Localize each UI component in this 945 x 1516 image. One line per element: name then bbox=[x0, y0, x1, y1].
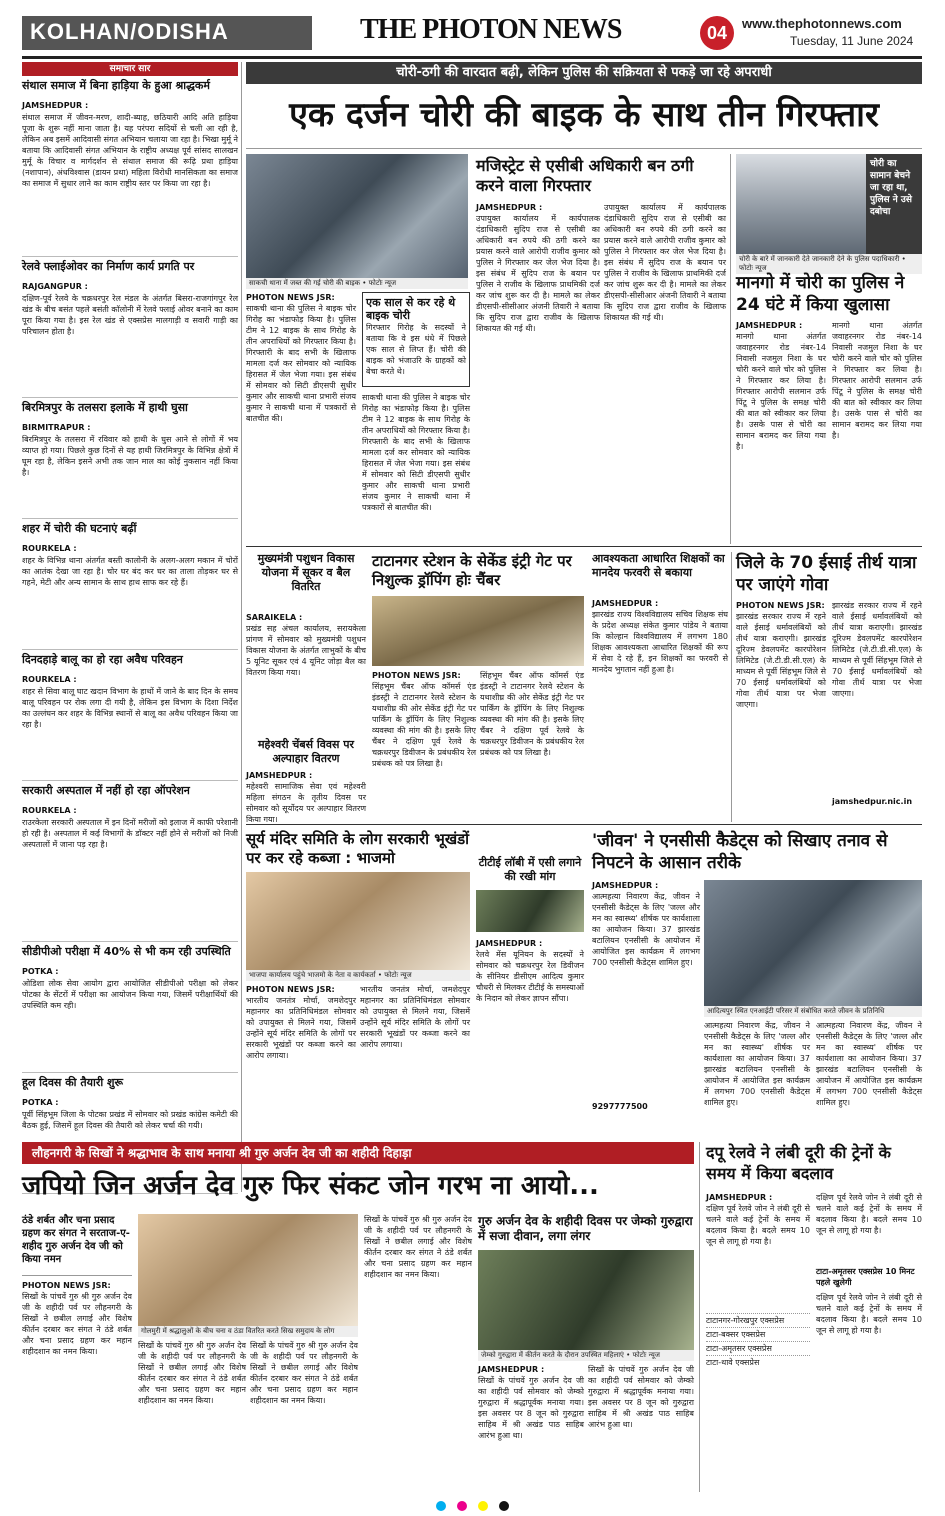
lead-kicker: चोरी-ठगी की वारदात बढ़ी, लेकिन पुलिस की सक्रियता से पकड़े जा रहे अपराधी bbox=[246, 62, 922, 84]
mango-dateline: JAMSHEDPUR : bbox=[736, 321, 803, 330]
tatanagar-col-2: सिंहभूम चैंबर ऑफ कॉमर्स एंड इंडस्ट्री ने टाटानगर रेलवे स्टेशन के यथाशीघ्र की ओर सेकेंड इंट्री गेट पर पार्किंग के ड्रॉपिंग के लिए निशुल्क व्यवस्था की मांग की है। इसके लिए चैंबर ने दक्षिण पूर्व रेलवे के चक्रधरपुर डिवीजन के प्रबंधकीय रेल प्रबंधक को पत्र लिखा है। bbox=[480, 671, 584, 757]
tatanagar-headline: टाटानगर स्टेशन के सेकेंड इंट्री गेट पर निशुल्क ड्रॉपिंग होः चैंबर bbox=[372, 552, 572, 589]
page-number: 04 bbox=[700, 16, 734, 50]
brief-item bbox=[22, 653, 238, 781]
brief-body: ओडिशा लोक सेवा आयोग द्वारा आयोजित सीडीपीओ परीक्षा को लेकर पोटका के सेंटरों में परीक्षा का आयोजन किया गया, जिसमें परीक्षार्थियों की उपस्थिति कम रही। bbox=[22, 979, 238, 1010]
brief-item bbox=[22, 522, 238, 650]
trains-body-continued: दक्षिण पूर्व रेलवे जोन ने लंबी दूरी से चलने वाले कई ट्रेनों के समय में बदलाव किया है। बदले समय 10 जून से लागू हो गया है। bbox=[816, 1193, 922, 1235]
teachers-body: झारखंड राज्य विश्वविद्यालय सचिव शिक्षक संघ के प्रदेश अध्यक्ष संकेत कुमार पांडेय ने बताया कि कोल्हान विश्वविद्यालय में लगभग 180 शिक्षक आवश्यकता आधारित शिक्षकों की रूप में सेवा दे रहे हैं, इन शिक्षकों का फरवरी से मानदेय भुगतान नहीं हुआ है। bbox=[592, 610, 728, 674]
brief-title: दिनदहाड़े बालू का हो रहा अवैध परिवहन bbox=[22, 653, 183, 666]
yellow-mark bbox=[478, 1501, 488, 1511]
trains-body-tail: दक्षिण पूर्व रेलवे जोन ने लंबी दूरी से चलने वाले कई ट्रेनों के समय में बदलाव किया है। बदले समय 10 जून से लागू हो गया है। bbox=[816, 1293, 922, 1335]
tatanagar-col-1 bbox=[372, 670, 476, 820]
magistrate-col-2: उपायुक्त कार्यालय में कार्यपालक दंडाधिकारी सुदिप राज से एसीबी का अधिकारी बन रुपये की ठगी करने का प्रयास करने वाले आरोपी राजीव कुमार को पुलिस ने गिरफ्तार कर जेल भेज दिया है। इस संबंध में सुदिप राज के बयान पर पुलिस ने राजीव के खिलाफ प्राथमिकी दर्ज कर जांच शुरू कर दी है। मामले का लेकर डीएसपी-सीसीआर अंजनी तिवारी ने बताया कि सुदिप राज द्वारा राजीव के खिलाफ शिकायत की गई थी। bbox=[604, 203, 726, 322]
trains-col-1 bbox=[706, 1192, 810, 1492]
brief-item bbox=[22, 79, 238, 257]
brief-body: संथाल समाज में जीवन-मरण, शादी-ब्याह, छठियारी आदि अति हाड़िया पूजा के शुरू नहीं माना जाता है। यह परंपरा सदियों से चली आ रही है, लेकिन अब इसमें आदिवासी संगत अभियान चलाया जा रहा है। भिखा मुर्मू ने बताया कि आदिवासी संगत अभियान के राष्ट्रीय अध्यक्ष पूर्व सांसद सालखन मुर्मू के विचार व मार्गदर्शन से संथाल समाज की रूढ़ि प्रथा हाड़िया (नशापान), अंधविश्वास (डायन प्रथा) महिला विरोधी मानसिकता का समाज का समाज में सुधार लाने का काम राष्ट्रीय स्तर पर किया जा रहा है। bbox=[22, 113, 238, 188]
brief-title: शहर में चोरी की घटनाएं बढ़ीं bbox=[22, 522, 137, 535]
mango-headline: मानगो में चोरी का पुलिस ने 24 घंटे में किया खुलासा bbox=[736, 273, 905, 315]
surya-col-1 bbox=[246, 984, 356, 1114]
guru-body: सिखों के पांचवें गुरु श्री गुरु अर्जन देव जी के शहीदी पर्व पर लौहनगरी के सिखों ने छबील लगाई और विशेष कीर्तन दरबार कर संगत ने ठंडे शर्बत और चना प्रसाद ग्रहण कर महान शहीदशान का नमन किया। bbox=[22, 1292, 132, 1356]
brief-item bbox=[22, 945, 238, 1073]
police-photo-caption: चोरी के बारे में जानकारी देते जानकारी देने के पुलिस पदाधिकारी • फोटोः न्यूज bbox=[736, 254, 922, 274]
brief-dateline: ROURKELA : bbox=[22, 806, 77, 815]
mango-caption-box: चोरी का सामान बेचने जा रहा था, पुलिस ने उसे दबोचा bbox=[866, 154, 922, 254]
police-photo bbox=[736, 154, 866, 254]
surya-body: भारतीय जनतंत्र मोर्चा, जमशेदपुर महानगर का प्रतिनिधिमंडल सोमवार को उपायुक्त से मिलने गया, जिसमें उन्होंने सूर्य मंदिर समिति के लोगों पर सरकारी भूखंडों पर कब्जा करने का आरोप लगाया। bbox=[246, 996, 356, 1060]
teachers-body-wrap bbox=[592, 598, 728, 820]
brief-item bbox=[22, 784, 238, 942]
brief-list bbox=[22, 79, 238, 1194]
cm-body: प्रखंड सह अंचल कार्यालय, सरायकेला प्रांगण में सोमवार को मुख्यमंत्री पशुधन विकास योजना के अंतर्गत लाभुकों के बीच 5 यूनिट सूकर एवं 4 यूनिट जोड़ा बैल का वितरण किया गया। bbox=[246, 624, 366, 677]
ncc-col-2: आत्महत्या निवारण केंद्र, जीवन ने एनसीसी कैडेट्स के लिए 'जल्ल और मन का स्वास्थ्य' शीर्षक पर कार्यशाला का आयोजन किया। 37 झारखंड बटालियन एनसीसी के आयोजन में आयोजित इस कार्यक्रम में लगभग 700 एनसीसी कैडेट्स शामिल हुए। bbox=[704, 1021, 810, 1107]
brief-body: पूर्वी सिंहभूम जिला के पोटका प्रखंड में सोमवार को प्रखंड कांग्रेस कमेटी की बैठक हुई, जिसमें हूल दिवस की तैयारी को लेकर चर्चा की गयी। bbox=[22, 1110, 238, 1130]
bhajmo-photo bbox=[246, 872, 470, 970]
surya-headline: सूर्य मंदिर समिति के लोग सरकारी भूखंडों पर कर रहे कब्जा : भाजमो bbox=[246, 830, 470, 867]
site-url[interactable]: www.thephotonnews.com bbox=[742, 16, 902, 31]
brief-body: बिरमित्रपुर के तलसरा में रविवार को हाथी के घुस आने से लोगों में भय व्याप्त हो गया। पिछले कुछ दिनों से यह हाथी जिरमित्रपुर के विभिन्न क्षेत्रों में घूम रहा है, लेकिन इसने अभी तक जान माल का कोई नुकसान नहीं किया है। bbox=[22, 435, 238, 477]
magistrate-col-1 bbox=[476, 202, 600, 542]
station-photo bbox=[372, 596, 584, 666]
train-list bbox=[706, 1313, 810, 1369]
brief-dateline: ROURKELA : bbox=[22, 544, 77, 553]
train-item: टाटा-अमृतसर एक्सप्रेस bbox=[706, 1341, 810, 1355]
magistrate-headline: मजिस्ट्रेट से एसीबी अधिकारी बन ठगी करने वाला गिरफ्तार bbox=[476, 156, 694, 195]
gemco-photo-caption: जेम्को गुरुद्वारा में कीर्तन करते के दौरान उपस्थित महिलाएं • फोटोः न्यूज bbox=[478, 1350, 694, 1361]
magistrate-body: उपायुक्त कार्यालय में कार्यपालक दंडाधिकारी सुदिप राज से एसीबी का अधिकारी बन रुपये की ठगी करने का प्रयास करने वाले आरोपी राजीव कुमार को पुलिस ने गिरफ्तार कर जेल भेज दिया है। इस संबंध में सुदिप राज के बयान पर पुलिस ने राजीव के खिलाफ प्राथमिकी दर्ज कर जांच शुरू कर दी है। मामले का लेकर डीएसपी-सीसीआर अंजनी तिवारी ने बताया कि सुदिप राज द्वारा राजीव के खिलाफ शिकायत की गई थी। bbox=[476, 214, 600, 333]
bike-photo bbox=[246, 154, 468, 278]
ncc-phone: 9297777500 bbox=[592, 1102, 648, 1111]
lead-headline: एक दर्जन चोरी की बाइक के साथ तीन गिरफ्तार bbox=[289, 95, 879, 135]
guru-col-2: सिखों के पांचवें गुरु श्री गुरु अर्जन देव जी के शहीदी पर्व पर लौहनगरी के सिखों ने छबील लगाई और विशेष कीर्तन दरबार कर संगत ने ठंडे शर्बत और चना प्रसाद ग्रहण कर महान शहीदशान का नमन किया। bbox=[138, 1341, 246, 1405]
tt-body-wrap bbox=[476, 938, 584, 1114]
black-mark bbox=[499, 1501, 509, 1511]
bhajmo-photo-caption: भाजपा कार्यालय पहुंचे भाजमो के नेता व कार्यकर्ता • फोटोः न्यूज bbox=[246, 970, 470, 981]
lead-body: साकची थाना की पुलिस ने बाइक चोर गिरोह का भंडाफोड़ किया है। पुलिस टीम ने 12 बाइक के साथ गिरोह के तीन अपराधियों को गिरफ्तार किया है। गिरफ्तारी के बाद सभी के खिलाफ मामला दर्ज कर सोमवार को न्यायिक हिरासत में जेल भेजा गया। इस संबंध में सोमवार को सिटी डीएसपी सुधीर कुमार और साकची थाना प्रभारी संजय कुमार ने साकची थाना में पत्रकारों से बातचीत की। bbox=[246, 304, 356, 423]
brief-dateline: POTKA : bbox=[22, 1098, 59, 1107]
guru-col-1 bbox=[22, 1280, 132, 1492]
side-box-title: एक साल से कर रहे थे बाइक चोरी bbox=[366, 296, 456, 322]
tt-photo bbox=[476, 890, 584, 932]
goa-body-continued: झारखंड सरकार राज्य में रहने वाले ईसाई धर्मावलंबियों को तीर्थ यात्रा कराएगी। झारखंड दूरिज्म डेवलपमेंट कारपोरेशन लिमिटेड (जे.टी.डी.सी.एल) के माध्यम से पूर्वी सिंहभूम जिले से 70 ईसाई धर्मावलंबियों को गोवा तीर्थ यात्रा पर भेजा जाएगा। bbox=[832, 601, 922, 698]
mango-col-1 bbox=[736, 320, 826, 542]
train-item: टाटा-बक्सर एक्सप्रेस bbox=[706, 1327, 810, 1341]
trains-headline: दपू रेलवे ने लंबी दूरी की ट्रेनों के समय में किया बदलाव bbox=[706, 1143, 891, 1183]
ncc-dateline: JAMSHEDPUR : bbox=[592, 881, 659, 890]
edition-label: KOLHAN/ODISHA bbox=[22, 16, 312, 50]
maheshwari-headline: महेश्वरी चेंबर्स विवस पर अल्पाहार वितरण bbox=[257, 738, 354, 765]
maheshwari-body: महेश्वरी सामाजिक सेवा एवं महेश्वरी महिला संगठन के तृतीय दिवस पर सोमवार को सूर्योदय पर अल्पाहार वितरण किया गया। bbox=[246, 782, 366, 824]
ncc-body: आत्महत्या निवारण केंद्र, जीवन ने एनसीसी कैडेट्स के लिए 'जल्ल और मन का स्वास्थ्य' शीर्षक पर कार्यशाला का आयोजन किया। 37 झारखंड बटालियन एनसीसी के आयोजन में आयोजित इस कार्यक्रम में लगभग 700 एनसीसी कैडेट्स शामिल हुए। bbox=[592, 892, 700, 967]
trains-subheading: टाटा-अमृतसर एक्सप्रेस 10 मिनट पहले खुलेगी bbox=[816, 1267, 915, 1287]
news-brief-column bbox=[22, 62, 238, 1192]
column-divider bbox=[730, 154, 731, 544]
gemco-dateline: JAMSHEDPUR : bbox=[478, 1365, 545, 1374]
lead-dateline: PHOTON NEWS JSR: bbox=[246, 293, 335, 302]
brief-dateline: JAMSHEDPUR : bbox=[22, 101, 89, 110]
cm-dateline: SARAIKELA : bbox=[246, 613, 303, 622]
side-box bbox=[362, 292, 470, 387]
magistrate-dateline: JAMSHEDPUR : bbox=[476, 203, 543, 212]
magenta-mark bbox=[457, 1501, 467, 1511]
column-divider bbox=[699, 1142, 700, 1492]
sikh-photo bbox=[138, 1214, 358, 1326]
gemco-headline: गुरु अर्जन देव के शहीदी दिवस पर जेम्को गुरुद्वारा में सजा दीवान, लगा लंगर bbox=[478, 1214, 693, 1243]
brief-title: संथाल समाज में बिना हाड़िया के हुआ श्राद्धकर्म bbox=[22, 79, 210, 92]
mango-body: मानगो थाना अंतर्गत जवाहरनगर रोड नंबर-14 निवासी नजमुल निशा के घर चोरी करने वाले चोर को पुलिस ने गिरफ्तार कर लिया है। गिरफ्तार आरोपी सलमान उर्फ पिंटू ने पुलिस के समक्ष चोरी की बात को स्वीकार कर लिया है। उसके पास से चोरी का सामान बरामद कर लिया गया है। bbox=[736, 332, 826, 451]
guru-quote-box bbox=[22, 1214, 132, 1276]
brief-item bbox=[22, 401, 238, 519]
tatanagar-body: सिंहभूम चैंबर ऑफ कॉमर्स एंड इंडस्ट्री ने टाटानगर रेलवे स्टेशन के यथाशीघ्र की ओर सेकेंड इंट्री गेट पर पार्किंग के ड्रॉपिंग के लिए निशुल्क व्यवस्था की मांग की है। इसके लिए चैंबर ने दक्षिण पूर्व रेलवे के चक्रधरपुर डिवीजन के प्रबंधकीय रेल प्रबंधक को पत्र लिखा है। bbox=[372, 682, 476, 768]
guru-quote: ठंडे शर्बत और चना प्रसाद ग्रहण कर संगत ने सरताज-ए-शहीद गुरु अर्जन देव जी को किया नमन bbox=[22, 1215, 130, 1265]
tt-headline: टीटीई लॉबी में एसी लगाने की रखी मांग bbox=[478, 856, 582, 883]
brief-dateline: POTKA : bbox=[22, 967, 59, 976]
divider bbox=[246, 824, 922, 825]
tatanagar-dateline: PHOTON NEWS JSR: bbox=[372, 671, 461, 680]
trains-dateline: JAMSHEDPUR : bbox=[706, 1193, 773, 1202]
brief-dateline: ROURKELA : bbox=[22, 675, 77, 684]
train-item: टाटा-थावे एक्सप्रेस bbox=[706, 1355, 810, 1369]
train-item: टाटानगर-गोरखपुर एक्सप्रेस bbox=[706, 1313, 810, 1327]
maheshwari-body-wrap bbox=[246, 770, 366, 824]
surya-dateline: PHOTON NEWS JSR: bbox=[246, 985, 335, 994]
column-divider bbox=[731, 552, 732, 822]
gemco-col-2: सिखों के पांचवें गुरु अर्जन देव जी का शहीदी पर्व सोमवार को जेम्को गुरुद्वारा में श्रद्धापूर्वक मनाया गया। इस अवसर पर 8 जून को गुरुद्वारा साहिब में श्री अखंड पाठ साहिब आरंभ हुआ था। bbox=[588, 1365, 694, 1429]
ncc-photo bbox=[704, 880, 922, 1006]
ncc-col-3: आत्महत्या निवारण केंद्र, जीवन ने एनसीसी कैडेट्स के लिए 'जल्ल और मन का स्वास्थ्य' शीर्षक पर कार्यशाला का आयोजन किया। 37 झारखंड बटालियन एनसीसी के आयोजन में आयोजित इस कार्यक्रम में लगभग 700 एनसीसी कैडेट्स शामिल हुए। bbox=[816, 1021, 922, 1107]
header-rule bbox=[22, 56, 922, 59]
brief-title: हूल दिवस की तैयारी शुरू bbox=[22, 1076, 124, 1089]
brief-label: समाचार सार bbox=[22, 62, 238, 76]
lead-body-col-1 bbox=[246, 292, 356, 542]
goa-col-1 bbox=[736, 600, 826, 820]
brief-body: शहर के विभिन्न थाना अंतर्गत बस्ती कालोनी के अलग-अलग मकान में चोरों का आतंक देखा जा रहा है। चोर घर बंद कर घर का ताला तोड़कर घर से गहने, मेटी और अन्य सामान के साथ हाथ साफ कर रहे हैं। bbox=[22, 556, 238, 587]
bike-photo-caption: साकची थाना में जब्त की गई चोरी की बाइक • फोटोः न्यूज bbox=[246, 278, 468, 289]
brief-title: बिरमित्रपुर के तलसरा इलाके में हाथी घुसा bbox=[22, 401, 188, 414]
issue-date: Tuesday, 11 June 2024 bbox=[790, 34, 914, 48]
tt-dateline: JAMSHEDPUR : bbox=[476, 939, 543, 948]
divider bbox=[246, 148, 922, 149]
brief-title: रेलवे फ्लाईओवर का निर्माण कार्य प्रगति पर bbox=[22, 260, 195, 273]
sikh-photo-caption: गोलमुरी में श्रद्धालुओं के बीच चना व ठंडा वितरित करते सिख समुदाय के लोग bbox=[138, 1326, 358, 1337]
maheshwari-dateline: JAMSHEDPUR : bbox=[246, 771, 313, 780]
guru-headline: जपियो जिन अर्जन देव गुरु फिर संकट जोन गरभ ना आयो... bbox=[22, 1171, 599, 1201]
trains-col-2 bbox=[816, 1192, 922, 1492]
cm-body-wrap bbox=[246, 612, 366, 732]
goa-headline: जिले के 70 ईसाई तीर्थ यात्रा पर जाएंगे गोवा bbox=[736, 553, 917, 595]
gemco-col-1 bbox=[478, 1364, 584, 1492]
teachers-headline: आवश्यकता आधारित शिक्षकों का मानदेय फरवरी से बकाया bbox=[592, 552, 725, 579]
goa-dateline: PHOTON NEWS JSR: bbox=[736, 601, 825, 610]
goa-link[interactable]: jamshedpur.nic.in bbox=[832, 797, 913, 806]
gemco-body: सिखों के पांचवें गुरु अर्जन देव जी का शहीदी पर्व सोमवार को जेम्को गुरुद्वारा में श्रद्धापूर्वक मनाया गया। इस अवसर पर 8 जून को गुरुद्वारा साहिब में श्री अखंड पाठ साहिब आरंभ हुआ था। bbox=[478, 1376, 584, 1440]
print-registration-marks bbox=[0, 1496, 945, 1516]
brief-body: शहर से सिवा बालू घाट खदान विभाग के हाथों में जाने के बाद दिन के समय बालू परिवहन पर रोक लगा दी गयी है, लेकिन इस विभाग के दिशा निर्देश का उल्लंघन कर शहर के विभिन्न स्थानों से बालू का अवैध परिवहन किया जा रहा है। bbox=[22, 687, 238, 729]
guru-dateline: PHOTON NEWS JSR: bbox=[22, 1281, 111, 1290]
column-divider bbox=[241, 62, 242, 1192]
brief-dateline: BIRMITRAPUR : bbox=[22, 423, 91, 432]
side-box-body: गिरफ्तार गिरोह के सदस्यों ने बताया कि वे इस धंधे में पिछले एक साल से लिप्त हैं। चोरी की बाइक को भंजाउरि के ग्राहकों को बेचा करते थे। bbox=[366, 323, 466, 376]
gemco-photo bbox=[478, 1250, 694, 1350]
divider bbox=[246, 546, 922, 547]
brief-dateline: RAJGANGPUR : bbox=[22, 282, 88, 291]
ncc-headline: 'जीवन' ने एनसीसी कैडेट्स को सिखाए तनाव से निपटने के आसान तरीके bbox=[592, 831, 888, 873]
trains-body: दक्षिण पूर्व रेलवे जोन ने लंबी दूरी से चलने वाले कई ट्रेनों के समय में बदलाव किया है। बदले समय 10 जून से लागू हो गया है। bbox=[706, 1204, 810, 1246]
ncc-photo-caption: आदित्यपुर स्थित एनआईटी परिसर में संबोधित करते जीवन के प्रतिनिधि bbox=[704, 1006, 922, 1017]
goa-col-2 bbox=[832, 600, 922, 820]
goa-body: झारखंड सरकार राज्य में रहने वाले ईसाई धर्मावलंबियों को तीर्थ यात्रा कराएगी। झारखंड दूरिज्म डेवलपमेंट कारपोरेशन लिमिटेड (जे.टी.डी.सी.एल) के माध्यम से पूर्वी सिंहभूम जिले से 70 ईसाई धर्मावलंबियों को गोवा तीर्थ यात्रा पर भेजा जाएगा। bbox=[736, 612, 826, 709]
page-header bbox=[0, 0, 945, 56]
masthead-title: THE PHOTON NEWS bbox=[360, 14, 622, 45]
surya-col-2: भारतीय जनतंत्र मोर्चा, जमशेदपुर महानगर का प्रतिनिधिमंडल सोमवार को उपायुक्त से मिलने गया, जिसमें उन्होंने सूर्य मंदिर समिति के लोगों पर सरकारी भूखंडों पर कब्जा करने का आरोप लगाया। bbox=[360, 985, 470, 1049]
tt-body: रेलवे मेंस यूनियन के सदस्यों ने सोमवार को चक्रधरपुर रेल डिवीजन के सीनियर डीसीएम आदित्य कुमार चौधरी से मिलकर टीटीई के समस्याओं के निदान को लेकर ज्ञापन सौंपा। bbox=[476, 950, 584, 1003]
mango-col-2: मानगो थाना अंतर्गत जवाहरनगर रोड नंबर-14 निवासी नजमुल निशा के घर चोरी करने वाले चोर को पुलिस ने गिरफ्तार कर लिया है। गिरफ्तार आरोपी सलमान उर्फ पिंटू ने पुलिस के समक्ष चोरी की बात को स्वीकार कर लिया है। उसके पास से चोरी का सामान बरामद कर लिया गया है। bbox=[832, 321, 922, 440]
brief-title: सीडीपीओ परीक्षा में 40% से भी कम रही उपस्थिति bbox=[22, 945, 231, 958]
guru-col-3: सिखों के पांचवें गुरु श्री गुरु अर्जन देव जी के शहीदी पर्व पर लौहनगरी के सिखों ने छबील लगाई और विशेष कीर्तन दरबार कर संगत ने ठंडे शर्बत और चना प्रसाद ग्रहण कर महान शहीदशान का नमन किया। bbox=[250, 1341, 358, 1405]
cyan-mark bbox=[436, 1501, 446, 1511]
teachers-dateline: JAMSHEDPUR : bbox=[592, 599, 659, 608]
ncc-col-1 bbox=[592, 880, 700, 1114]
brief-item bbox=[22, 260, 238, 398]
brief-body: राउरकेला सरकारी अस्पताल में इन दिनों मरीजों को इलाज में काफी परेशानी हो रही है। अस्पताल में कई विभागों के डॉक्टर नहीं होने से मरीजों को निजी अस्पतालों में जाना पड़ रहा है। bbox=[22, 818, 238, 849]
lead-body-col-2: साकची थाना की पुलिस ने बाइक चोर गिरोह का भंडाफोड़ किया है। पुलिस टीम ने 12 बाइक के साथ गिरोह के तीन अपराधियों को गिरफ्तार किया है। गिरफ्तारी के बाद सभी के खिलाफ मामला दर्ज कर सोमवार को न्यायिक हिरासत में जेल भेजा गया। इस संबंध में सोमवार को सिटी डीएसपी सुधीर कुमार और साकची थाना प्रभारी संजय कुमार ने साकची थाना में पत्रकारों से बातचीत की। bbox=[362, 393, 470, 512]
guru-banner: लौहनगरी के सिखों ने श्रद्धाभाव के साथ मनाया श्री गुरु अर्जन देव जी का शहीदी दिहाड़ा bbox=[22, 1142, 694, 1164]
brief-title: सरकारी अस्पताल में नहीं हो रहा ऑपरेशन bbox=[22, 784, 190, 797]
brief-body: दक्षिण-पूर्व रेलवे के चक्रधरपुर रेल मंडल के अंतर्गत बिसरा-राजगांगपुर रेल खंड के बीच बसंत पहले बसंती कॉलोनी में रेलवे फ्लाई ओवर बनाने का काम पूरा किया गया है। इस रेल खंड से एक्सप्रेस मालगाड़ी व सवारी गाड़ी का परिचालन होता है। bbox=[22, 294, 238, 336]
guru-col-4: सिखों के पांचवें गुरु श्री गुरु अर्जन देव जी के शहीदी पर्व पर लौहनगरी के सिखों ने छबील लगाई और विशेष कीर्तन दरबार कर संगत ने ठंडे शर्बत और चना प्रसाद ग्रहण कर महान शहीदशान का नमन किया। bbox=[364, 1215, 472, 1279]
cm-headline: मुख्यमंत्री पशुधन विकास योजना में सूकर व बैल वितरित bbox=[257, 552, 355, 593]
